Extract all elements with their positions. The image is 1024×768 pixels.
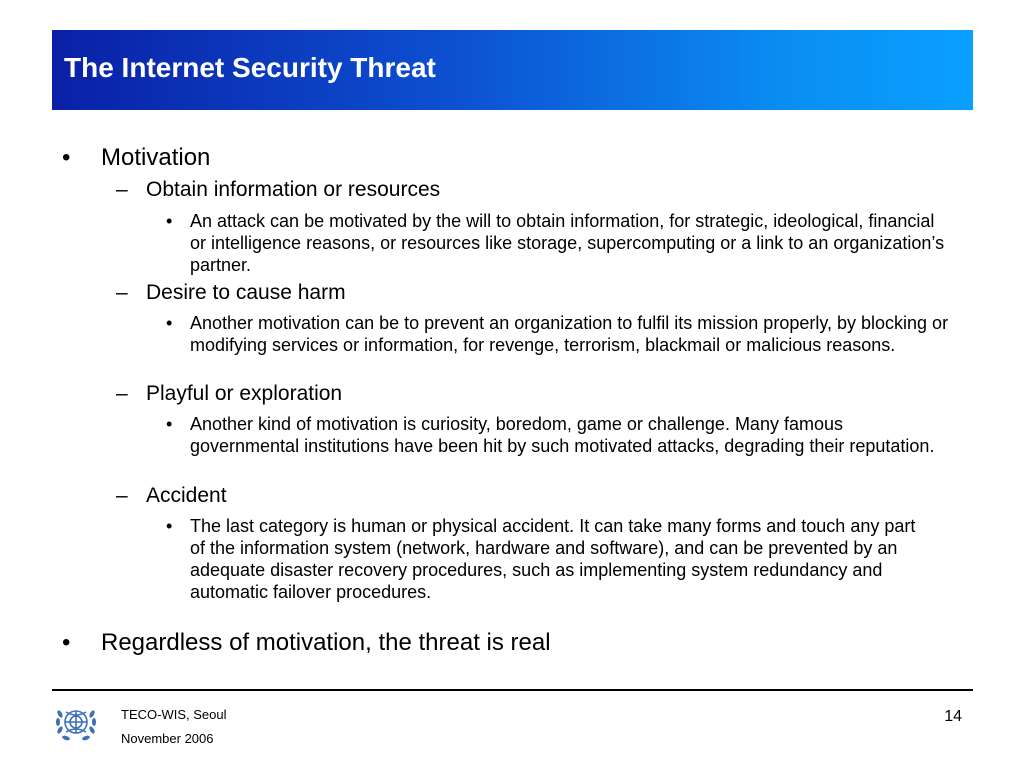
- detail-marker: •: [166, 313, 173, 333]
- page-number: 14: [944, 708, 962, 725]
- detail-cause-harm: Another motivation can be to prevent an organization to fulfil its mission properly, by blocking or modifying services or information, for revenge, terrorism, blackmail or malicious reasons.: [190, 313, 949, 355]
- bullet-marker: •: [62, 144, 71, 171]
- footer-date: November 2006: [121, 731, 214, 746]
- detail-playful: Another kind of motivation is curiosity, boredom, game or challenge. Many famous governmental institutions have been hit by such motivated attacks, degrading their reputation.: [190, 414, 935, 456]
- bullet-motivation: Motivation: [101, 144, 211, 171]
- sub-bullet-playful: Playful or exploration: [146, 382, 343, 405]
- bullet-marker: •: [62, 629, 71, 656]
- dash-marker: –: [116, 382, 128, 405]
- sub-bullet-accident: Accident: [146, 484, 227, 507]
- dash-marker: –: [116, 281, 128, 304]
- un-emblem-icon: [52, 698, 100, 746]
- sub-bullet-cause-harm: Desire to cause harm: [146, 281, 346, 304]
- detail-marker: •: [166, 414, 173, 434]
- dash-marker: –: [116, 484, 128, 507]
- slide-title: The Internet Security Threat: [64, 52, 436, 83]
- sub-bullet-obtain-info: Obtain information or resources: [146, 178, 441, 201]
- detail-accident: The last category is human or physical accident. It can take many forms and touch any part of the information system (network, hardware and software), and can be prevented by an adequate disaster recovery procedures, such as implementing system redundancy and automatic failover procedures.: [190, 516, 916, 602]
- footer-divider: [52, 689, 973, 691]
- detail-marker: •: [166, 516, 173, 536]
- detail-obtain-info: An attack can be motivated by the will to obtain information, for strategic, ideological, financial or intelligence reasons, or resources like storage, supercomputing or a link to an organization’s partner.: [190, 211, 945, 275]
- detail-marker: •: [166, 211, 173, 231]
- dash-marker: –: [116, 178, 128, 201]
- bullet-regardless: Regardless of motivation, the threat is real: [101, 629, 551, 656]
- footer-location: TECO-WIS, Seoul: [121, 707, 227, 722]
